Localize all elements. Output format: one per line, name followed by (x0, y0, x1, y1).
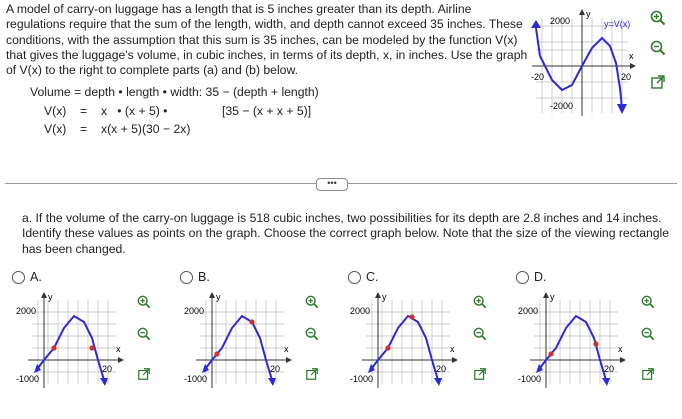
option-b-y-bottom: -1000 (184, 374, 208, 384)
option-d-x-right: 20 (604, 364, 615, 374)
option-b-zoom-in-button[interactable] (302, 292, 322, 312)
option-b-y-axis: y (216, 292, 221, 302)
option-b-radio[interactable] (180, 271, 193, 284)
v-eq-lhs-2: V(x) (44, 122, 67, 136)
option-d-y-bottom: -1000 (518, 374, 542, 384)
option-c-radio[interactable] (348, 271, 361, 284)
option-d-y-top: 2000 (518, 306, 539, 316)
v-eq-bracket-1: [35 − (x + x + 5)] (222, 104, 312, 118)
option-b-x-right: 20 (270, 364, 281, 374)
volume-formula: Volume = depth • length • width: 35 − (depth + length) (30, 85, 319, 99)
part-a-question: a. If the volume of the carry-on luggage is 518 cubic inches, two possibilities for its depth are 2.8 inches and 14 inches. Identify these values as points on the graph. Choose the correct graph below. Note that the size of the viewing rectangle has been changed. (22, 211, 670, 256)
option-c-zoom-in-button[interactable] (470, 292, 490, 312)
option-a-graph (16, 290, 131, 396)
zoom-in-icon (137, 295, 151, 309)
main-y-bottom-label: -2000 (550, 101, 574, 111)
option-d-expand-button[interactable] (638, 364, 658, 384)
option-c-x-right: 20 (436, 364, 447, 374)
option-a-zoom-in-button[interactable] (134, 292, 154, 312)
option-a-label: A. (30, 270, 42, 284)
expand-icon (305, 367, 319, 381)
main-x-axis-label: x (629, 51, 634, 61)
option-c-y-bottom: -1000 (350, 374, 374, 384)
option-a[interactable] (12, 270, 42, 284)
zoom-out-button[interactable] (648, 38, 668, 58)
option-b-zoom-out-button[interactable] (302, 324, 322, 344)
option-c-x-axis: x (450, 344, 455, 354)
option-c[interactable] (348, 270, 379, 284)
zoom-out-icon (473, 327, 487, 341)
option-b[interactable] (180, 270, 210, 284)
zoom-in-icon (650, 10, 666, 26)
main-x-right-label: 20 (621, 72, 632, 82)
zoom-out-icon (641, 327, 655, 341)
zoom-out-icon (305, 327, 319, 341)
v-eq-sign-1: = (80, 104, 88, 118)
option-c-y-axis: y (382, 292, 387, 302)
point-depth-14 (89, 345, 94, 350)
option-b-y-top: 2000 (184, 306, 205, 316)
option-d-zoom-in-button[interactable] (638, 292, 658, 312)
zoom-in-icon (305, 295, 319, 309)
option-b-graph (184, 290, 299, 396)
option-d-label: D. (534, 270, 547, 284)
point-depth-2-8 (51, 345, 56, 350)
option-d[interactable] (516, 270, 547, 284)
option-a-y-axis: y (48, 292, 53, 302)
option-b-label: B. (198, 270, 210, 284)
main-x-left-label: -20 (531, 72, 545, 82)
expand-graph-button[interactable] (648, 72, 668, 92)
zoom-in-button[interactable] (648, 8, 668, 28)
volume-curve (536, 28, 622, 108)
option-d-x-axis: x (618, 344, 623, 354)
main-graph (528, 8, 638, 120)
v-eq-rhs-2: x(x + 5)(30 − 2x) (101, 122, 191, 136)
option-c-zoom-out-button[interactable] (470, 324, 490, 344)
option-b-expand-button[interactable] (302, 364, 322, 384)
zoom-out-icon (137, 327, 151, 341)
option-d-zoom-out-button[interactable] (638, 324, 658, 344)
zoom-in-icon (473, 295, 487, 309)
expand-icon (137, 367, 151, 381)
problem-statement: A model of carry-on luggage has a length that is 5 inches greater than its depth. Airline regulations require that the sum of the length, width, and depth cannot exceed 35 inches. These conditions, with the assumption that this sum is 35 inches, can be modeled by the function V(x) that gives the luggage's volume, in cubic inches, in terms of its depth, x, in inches. Use the graph of V(x) to the right to complete parts (a) and (b) below. (6, 2, 528, 78)
option-a-y-bottom: -1000 (16, 374, 40, 384)
v-eq-rhs-1: x • (x + 5) • (101, 104, 168, 118)
option-a-zoom-out-button[interactable] (134, 324, 154, 344)
main-y-top-label: 2000 (550, 16, 571, 26)
option-a-radio[interactable] (12, 271, 25, 284)
option-a-y-top: 2000 (16, 306, 37, 316)
option-c-label: C. (366, 270, 379, 284)
option-d-graph (518, 290, 633, 396)
v-eq-sign-2: = (80, 122, 88, 136)
main-y-axis-label: y (586, 9, 591, 19)
option-b-x-axis: x (284, 344, 289, 354)
zoom-in-icon (641, 295, 655, 309)
option-a-x-axis: x (116, 344, 121, 354)
expand-icon (473, 367, 487, 381)
option-c-expand-button[interactable] (470, 364, 490, 384)
zoom-out-icon (650, 40, 666, 56)
option-d-radio[interactable] (516, 271, 529, 284)
more-button[interactable]: ••• (316, 178, 348, 191)
option-c-y-top: 2000 (350, 306, 371, 316)
v-eq-lhs-1: V(x) (44, 104, 67, 118)
expand-icon (650, 74, 666, 90)
option-d-y-axis: y (550, 292, 555, 302)
main-curve-label: y=V(x) (604, 19, 631, 29)
option-c-graph (350, 290, 465, 396)
option-a-x-right: 20 (102, 364, 113, 374)
option-a-expand-button[interactable] (134, 364, 154, 384)
expand-icon (641, 367, 655, 381)
